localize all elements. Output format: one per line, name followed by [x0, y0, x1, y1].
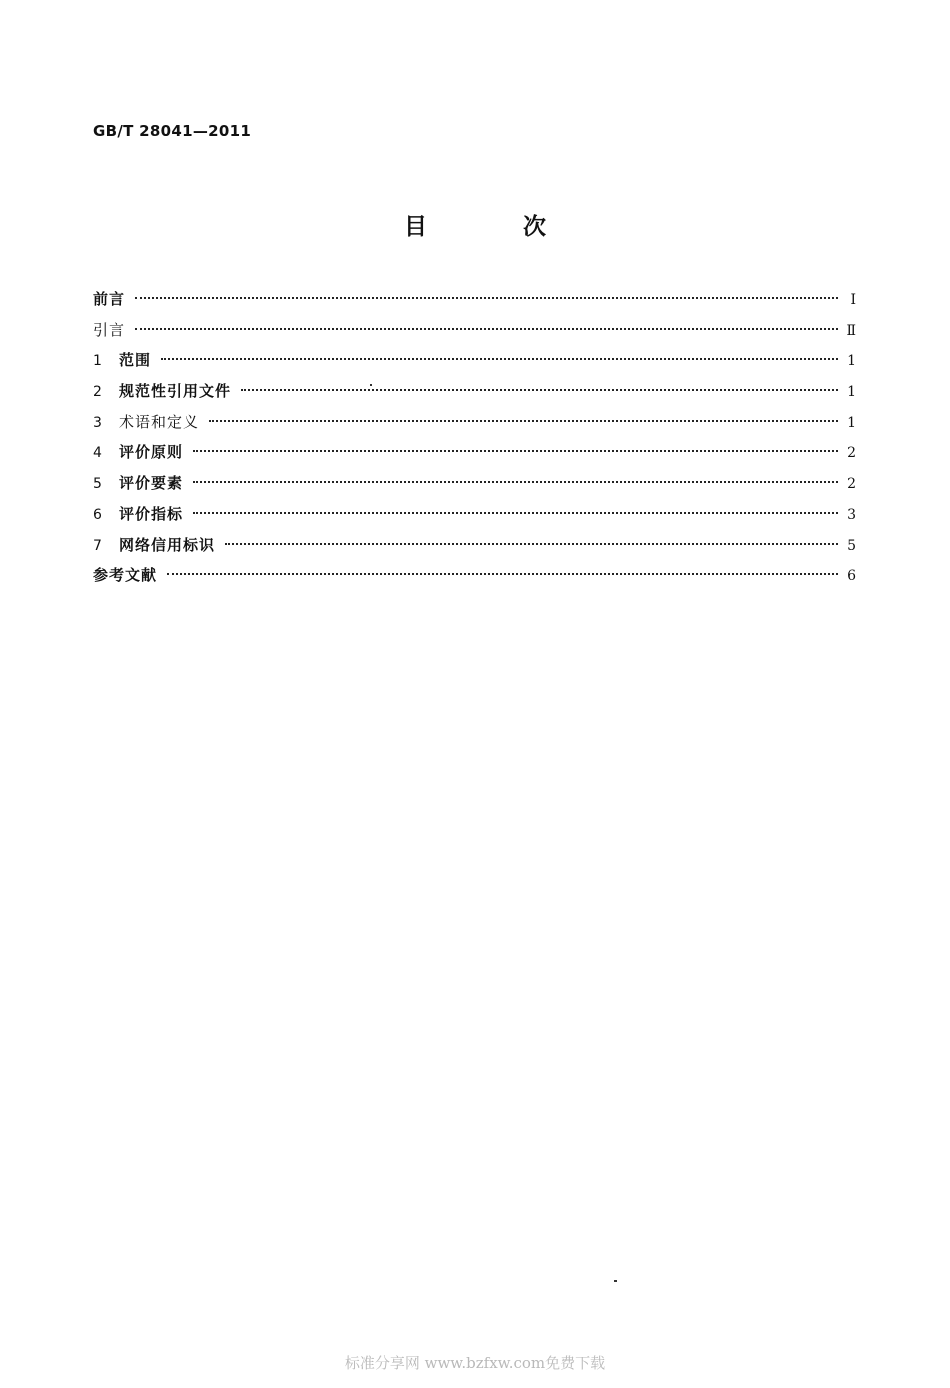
toc-entry-terms-definitions[interactable] — [93, 411, 856, 442]
toc-entry-evaluation-principles[interactable] — [93, 441, 856, 472]
toc-dot-leader — [135, 328, 838, 330]
toc-dot-leader — [135, 297, 838, 299]
toc-entry-scope[interactable] — [93, 349, 856, 380]
toc-page-number: 2 — [847, 445, 856, 462]
toc-dot-leader — [193, 481, 838, 483]
toc-page-number: 2 — [847, 476, 856, 493]
toc-entry-normative-references[interactable] — [93, 380, 856, 411]
watermark: 标准分享网 www.bzfxw.com免费下载 — [344, 1354, 606, 1372]
toc-page-number: 3 — [847, 506, 856, 523]
toc-entry-number: 4 — [93, 445, 102, 462]
toc-page-number: 6 — [847, 568, 856, 585]
toc-entry-evaluation-elements[interactable] — [93, 472, 856, 503]
scan-speck — [614, 1280, 617, 1282]
toc-page-number: Ⅰ — [850, 292, 856, 308]
toc-entry-label: 评价要素 — [119, 474, 184, 493]
toc-page-number: 1 — [847, 353, 856, 370]
toc-entry-label: 范围 — [119, 351, 152, 370]
toc-dot-leader — [241, 389, 838, 391]
toc-entry-number: 2 — [93, 384, 102, 401]
toc-dot-leader — [193, 450, 838, 452]
toc-entry-foreword[interactable] — [93, 288, 856, 319]
toc-entry-label: 评价指标 — [119, 504, 184, 523]
toc-entry-number: 7 — [93, 537, 102, 554]
toc-dot-leader — [161, 358, 838, 360]
toc-entry-label: 术语和定义 — [119, 412, 200, 431]
toc-dot-leader — [225, 543, 838, 545]
toc-entry-introduction[interactable] — [93, 319, 856, 350]
toc-entry-label: 规范性引用文件 — [119, 382, 232, 401]
toc-page-number: Ⅱ — [846, 322, 856, 339]
toc-entry-number: 5 — [93, 476, 102, 493]
scan-speck — [370, 384, 372, 386]
toc-entry-label: 前言 — [93, 290, 126, 308]
toc-entry-network-credit-mark[interactable] — [93, 534, 856, 565]
toc-entry-bibliography[interactable] — [93, 564, 856, 595]
toc-page-number: 5 — [847, 537, 856, 554]
standard-code: GB/T 28041—2011 — [93, 122, 252, 140]
toc-page-number: 1 — [847, 414, 856, 431]
toc-dot-leader — [167, 573, 838, 575]
table-of-contents — [93, 288, 856, 595]
toc-entry-label: 引言 — [93, 320, 126, 339]
toc-entry-label: 网络信用标识 — [119, 535, 216, 554]
toc-entry-number: 1 — [93, 353, 102, 370]
toc-dot-leader — [209, 420, 838, 422]
toc-page-number: 1 — [847, 384, 856, 401]
toc-entry-evaluation-indicators[interactable] — [93, 503, 856, 534]
toc-entry-label: 评价原则 — [119, 443, 184, 462]
toc-dot-leader — [193, 512, 838, 514]
page-title: 目 次 — [403, 214, 590, 240]
toc-entry-label: 参考文献 — [93, 566, 158, 585]
toc-entry-number: 6 — [93, 506, 102, 523]
toc-entry-number: 3 — [93, 414, 102, 431]
